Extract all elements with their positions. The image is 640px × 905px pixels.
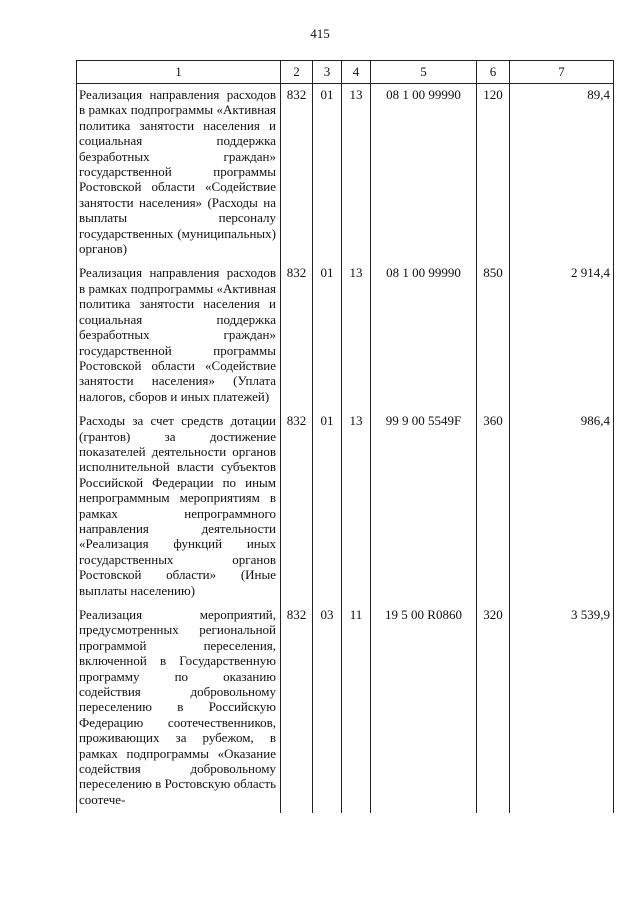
row-section-code: 01	[313, 410, 342, 604]
row-expense-type: 320	[477, 604, 510, 813]
table-row	[77, 84, 614, 263]
row-amount: 2 914,4	[510, 262, 614, 410]
row-target-article: 08 1 00 99990	[371, 262, 477, 410]
row-ministry-code: 832	[281, 410, 313, 604]
table-row	[77, 604, 614, 813]
column-header-5: 5	[371, 61, 477, 84]
row-target-article: 08 1 00 99990	[371, 84, 477, 263]
row-subsection-code: 13	[342, 410, 371, 604]
page-number: 415	[310, 26, 330, 41]
row-section-code: 01	[313, 84, 342, 263]
row-target-article: 19 5 00 R0860	[371, 604, 477, 813]
row-expense-type: 850	[477, 262, 510, 410]
budget-table	[76, 60, 614, 813]
row-amount: 89,4	[510, 84, 614, 263]
column-header-6: 6	[477, 61, 510, 84]
row-subsection-code: 13	[342, 84, 371, 263]
row-description: Реализация направления расходов в рамках подпрограммы «Активная политика занятости населения и социальная поддержка безработных граждан» государственной программы Ростовской области «Содействие занятости населения» (Расходы на выплаты персоналу государственных (муниципальных) органов)	[77, 84, 281, 263]
table-header-row	[77, 61, 614, 84]
column-header-1: 1	[77, 61, 281, 84]
row-ministry-code: 832	[281, 84, 313, 263]
row-amount: 3 539,9	[510, 604, 614, 813]
row-subsection-code: 11	[342, 604, 371, 813]
row-amount: 986,4	[510, 410, 614, 604]
column-header-3: 3	[313, 61, 342, 84]
table-row	[77, 262, 614, 410]
row-subsection-code: 13	[342, 262, 371, 410]
row-section-code: 01	[313, 262, 342, 410]
column-header-7: 7	[510, 61, 614, 84]
row-expense-type: 120	[477, 84, 510, 263]
column-header-2: 2	[281, 61, 313, 84]
column-header-4: 4	[342, 61, 371, 84]
row-ministry-code: 832	[281, 262, 313, 410]
table-row	[77, 410, 614, 604]
row-section-code: 03	[313, 604, 342, 813]
row-ministry-code: 832	[281, 604, 313, 813]
row-description: Реализация направления расходов в рамках подпрограммы «Активная политика занятости населения и социальная поддержка безработных граждан» государственной программы Ростовской области «Содействие занятости населения» (Уплата налогов, сборов и иных платежей)	[77, 262, 281, 410]
row-description: Реализация мероприятий, предусмотренных региональной программой переселения, включенной в Государственную программу по оказанию содействия добровольному переселению в Российскую Федерацию соотечественников, проживающих за рубежом, в рамках подпрограммы «Оказание содействия добровольному переселению в Ростовскую область соотече-	[77, 604, 281, 813]
row-target-article: 99 9 00 5549F	[371, 410, 477, 604]
row-description: Расходы за счет средств дотации (грантов) за достижение показателей деятельности органов исполнительной власти субъектов Российской Федерации по иным непрограммным мероприятиям в рамках непрограммного направления деятельности «Реализация функций иных государственных органов Ростовской области» (Иные выплаты населению)	[77, 410, 281, 604]
row-expense-type: 360	[477, 410, 510, 604]
